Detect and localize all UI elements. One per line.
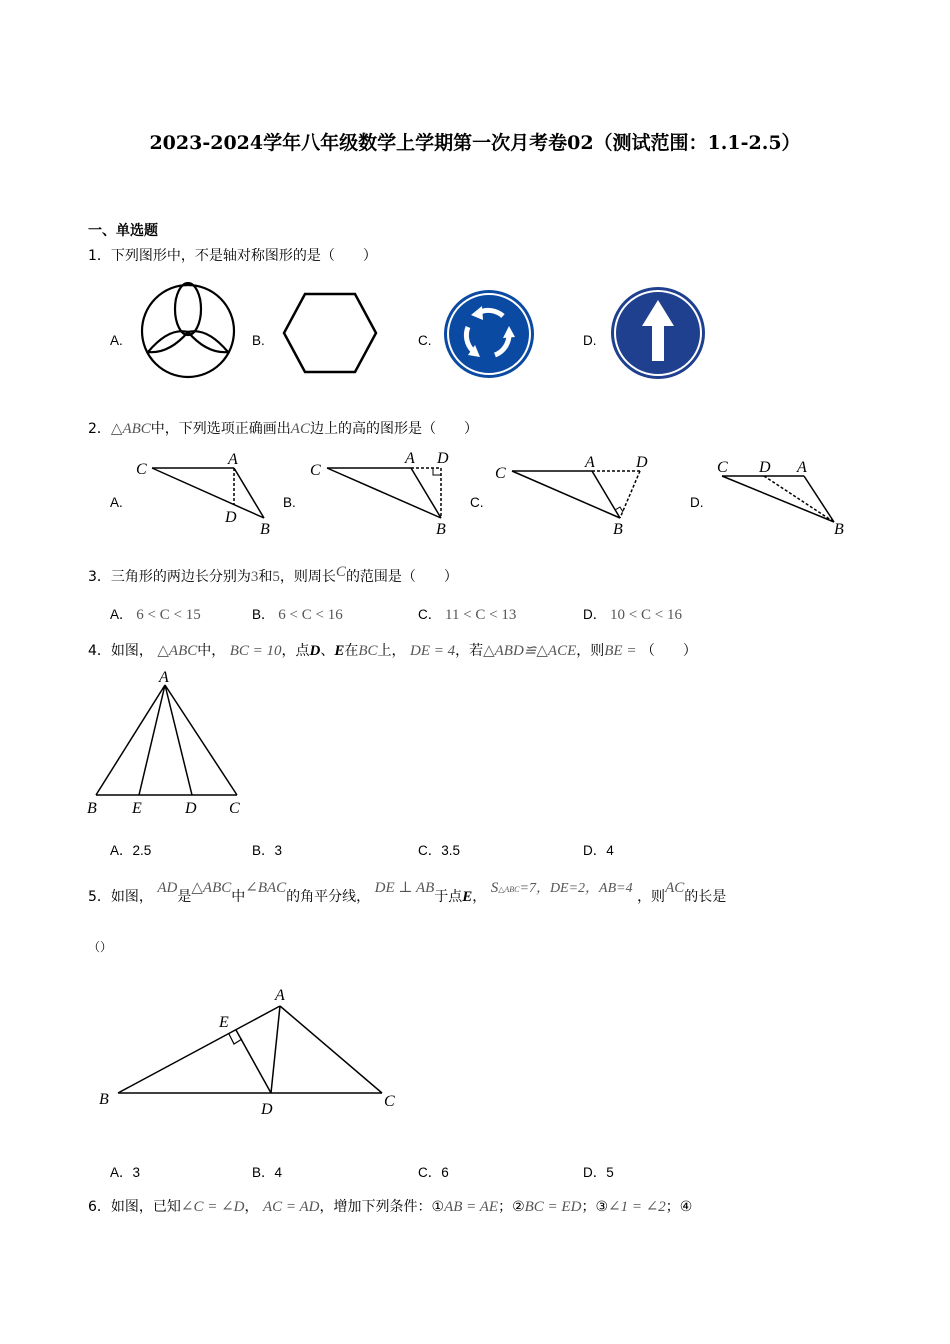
page-title: 2023-2024学年八年级数学上学期第一次月考卷02（测试范围：1.1-2.5） (149, 132, 801, 154)
svg-text:D: D (636, 454, 648, 471)
q1-option-c-label: C. (418, 333, 432, 348)
option-label: B． (252, 843, 275, 858)
question-4 (88, 640, 697, 660)
question-text: 中 (231, 889, 246, 905)
q3-option-d[interactable] (583, 603, 682, 624)
q1-option-d-label: D. (583, 333, 597, 348)
question-text: ，若 (455, 643, 484, 659)
roundabout-sign-icon (443, 289, 535, 379)
q1-option-b-label: B. (252, 333, 265, 348)
question-3 (88, 566, 458, 586)
option-value: 10 < C < 16 (610, 607, 682, 623)
math-ac: AC (290, 421, 310, 437)
question-text: 上， (377, 643, 406, 659)
svg-text:B: B (99, 1091, 109, 1108)
math-value: 5 (272, 569, 280, 585)
math-ac: AC (665, 880, 685, 896)
circled-number-1: ① (431, 1199, 445, 1215)
question-text: ，则 (576, 643, 605, 659)
question-number: 3． (88, 569, 111, 585)
q2-figure-d (712, 448, 862, 540)
question-text: （ ） (640, 643, 697, 659)
math-ad: AD (157, 880, 178, 896)
q2-option-d-label: D. (690, 495, 704, 510)
math-condition-1: AB = AE (444, 1199, 499, 1215)
q2-option-c-label: C. (470, 495, 484, 510)
math-area-subscript: △ABC (498, 885, 520, 894)
option-label: D． (583, 843, 607, 858)
math-triangle-abc: △ABC (191, 880, 232, 896)
math-angle-bac: ∠BAC (245, 880, 287, 896)
option-value: 2.5 (132, 843, 152, 858)
question-text: 是 (177, 889, 192, 905)
math-congruence: △ABD≌△ACE (483, 643, 577, 659)
svg-text:C: C (310, 462, 321, 479)
option-value: 6 < C < 15 (136, 607, 201, 623)
svg-text:A: A (228, 451, 238, 468)
straight-ahead-sign-icon (610, 286, 706, 380)
question-text: 如图， (110, 889, 153, 905)
math-perpendicular: DE ⊥ AB (374, 880, 435, 896)
question-text: ，增加下列条件： (319, 1199, 432, 1215)
option-value: 5 (606, 1165, 614, 1180)
question-number: 5． (88, 889, 111, 905)
option-label: A． (110, 607, 133, 622)
option-label: D． (583, 1165, 607, 1180)
math-e: E (334, 643, 345, 659)
math-be: BE = (604, 643, 637, 659)
math-triangle-abc: △ABC (110, 421, 151, 437)
question-1 (88, 245, 377, 265)
question-text: 、 (320, 643, 335, 659)
question-number: 4． (88, 643, 111, 659)
math-e: E (462, 889, 473, 905)
svg-text:E: E (219, 1014, 229, 1031)
svg-text:C: C (384, 1093, 395, 1110)
svg-text:B: B (260, 521, 270, 538)
svg-text:A: A (275, 987, 285, 1004)
svg-text:A: A (797, 459, 807, 476)
question-text: ，点 (281, 643, 310, 659)
question-number: 6． (88, 1199, 111, 1215)
math-condition-3: ∠1 = ∠2 (608, 1199, 666, 1215)
svg-text:B: B (87, 800, 97, 817)
question-text: ，则 (637, 889, 666, 905)
option-value: 6 < C < 16 (278, 607, 343, 623)
q5-option-c[interactable] (418, 1161, 449, 1181)
question-text: 如图， (110, 643, 153, 659)
q5-option-d[interactable] (583, 1161, 614, 1181)
q2-figure-a (130, 448, 280, 540)
option-value: 3 (132, 1165, 141, 1180)
option-value: 4 (274, 1165, 283, 1180)
svg-text:C: C (136, 461, 147, 478)
question-text: 的长是 (684, 889, 727, 905)
q3-option-b[interactable] (252, 603, 343, 624)
option-label: C． (418, 843, 442, 858)
question-text: 如图，已知 (110, 1199, 181, 1215)
q2-option-a-label: A. (110, 495, 123, 510)
svg-text:E: E (132, 800, 142, 817)
circled-number-3: ③ (595, 1199, 608, 1215)
q4-option-b[interactable] (252, 839, 282, 859)
option-label: A． (110, 1165, 133, 1180)
question-text: 的范围是（ ） (345, 569, 458, 585)
circled-number-4: ④ (679, 1199, 693, 1215)
q4-option-c[interactable] (418, 839, 460, 859)
svg-text:A: A (405, 450, 415, 467)
option-value: 3.5 (441, 843, 461, 858)
svg-text:A: A (585, 454, 595, 471)
q5-answer-paren: （） (88, 940, 113, 954)
circled-number-2: ② (512, 1199, 525, 1215)
svg-text:D: D (437, 450, 449, 467)
question-text: 中， (197, 643, 226, 659)
svg-text:B: B (436, 521, 446, 538)
math-conditions: =7，DE=2，AB=4 (519, 881, 633, 896)
separator: ； (498, 1199, 513, 1215)
svg-text:D: D (759, 459, 771, 476)
question-text: ，则周长 (279, 569, 336, 585)
math-value: 3 (250, 569, 259, 585)
option-label: A． (110, 843, 133, 858)
option-label: B． (252, 1165, 275, 1180)
separator: ； (581, 1199, 596, 1215)
svg-text:C: C (229, 800, 240, 817)
math-ac-eq-ad: AC = AD (262, 1199, 320, 1215)
question-number: 1． (88, 248, 111, 264)
option-value: 4 (606, 843, 614, 858)
q5-option-b[interactable] (252, 1161, 282, 1181)
question-5 (88, 880, 727, 906)
question-2 (88, 418, 478, 438)
question-text: 边上的高的图形是（ ） (309, 421, 478, 437)
math-bc-eq: BC = 10 (229, 643, 282, 659)
q4-option-d[interactable] (583, 839, 614, 859)
option-value: 6 (441, 1165, 449, 1180)
math-c: C (335, 564, 346, 580)
q2-figure-c (490, 448, 660, 540)
svg-text:C: C (717, 459, 728, 476)
option-value: 11 < C < 13 (445, 607, 517, 623)
question-text: 和 (258, 569, 273, 585)
q2-figure-b (305, 448, 465, 540)
option-label: C． (418, 607, 442, 622)
option-value: 3 (274, 843, 283, 858)
svg-text:D: D (185, 800, 197, 817)
hexagon-icon (282, 292, 378, 376)
question-text: 于点 (434, 889, 463, 905)
svg-text:A: A (159, 669, 169, 686)
math-triangle-abc: △ABC (157, 643, 198, 659)
q3-option-a[interactable] (110, 603, 201, 624)
svg-text:C: C (495, 465, 506, 482)
math-condition-2: BC = ED (524, 1199, 582, 1215)
math-area-s: S (490, 880, 499, 896)
svg-text:D: D (261, 1101, 273, 1118)
option-label: C． (418, 1165, 442, 1180)
question-text: 在 (344, 643, 359, 659)
q4-figure (84, 668, 254, 820)
math-d: D (309, 643, 321, 659)
separator: ； (665, 1199, 680, 1215)
q5-figure (92, 980, 412, 1120)
q5-option-a[interactable] (110, 1161, 140, 1181)
question-text: 中，下列选项正确画出 (150, 421, 291, 437)
question-text: ， (472, 889, 487, 905)
q1-option-a-label: A. (110, 333, 123, 348)
question-text: 的角平分线， (286, 889, 371, 905)
svg-text:D: D (225, 509, 237, 526)
math-de-eq: DE = 4 (409, 643, 456, 659)
question-6 (88, 1196, 692, 1216)
question-text: ， (244, 1199, 259, 1215)
q4-option-a[interactable] (110, 839, 151, 859)
question-number: 2． (88, 421, 111, 437)
q2-option-b-label: B. (283, 495, 296, 510)
option-label: B． (252, 607, 275, 622)
math-bc: BC (358, 643, 378, 659)
q3-option-c[interactable] (418, 603, 516, 624)
svg-text:B: B (834, 521, 844, 538)
question-text: 下列图形中，不是轴对称图形的是（ ） (110, 248, 377, 264)
option-label: D． (583, 607, 607, 622)
math-angle-c-eq-d: ∠C = ∠D (180, 1199, 245, 1215)
section-heading: 一、单选题 (88, 223, 158, 239)
svg-text:B: B (613, 521, 623, 538)
three-arcs-circle-icon (139, 282, 237, 380)
question-text: 三角形的两边长分别为 (110, 569, 251, 585)
